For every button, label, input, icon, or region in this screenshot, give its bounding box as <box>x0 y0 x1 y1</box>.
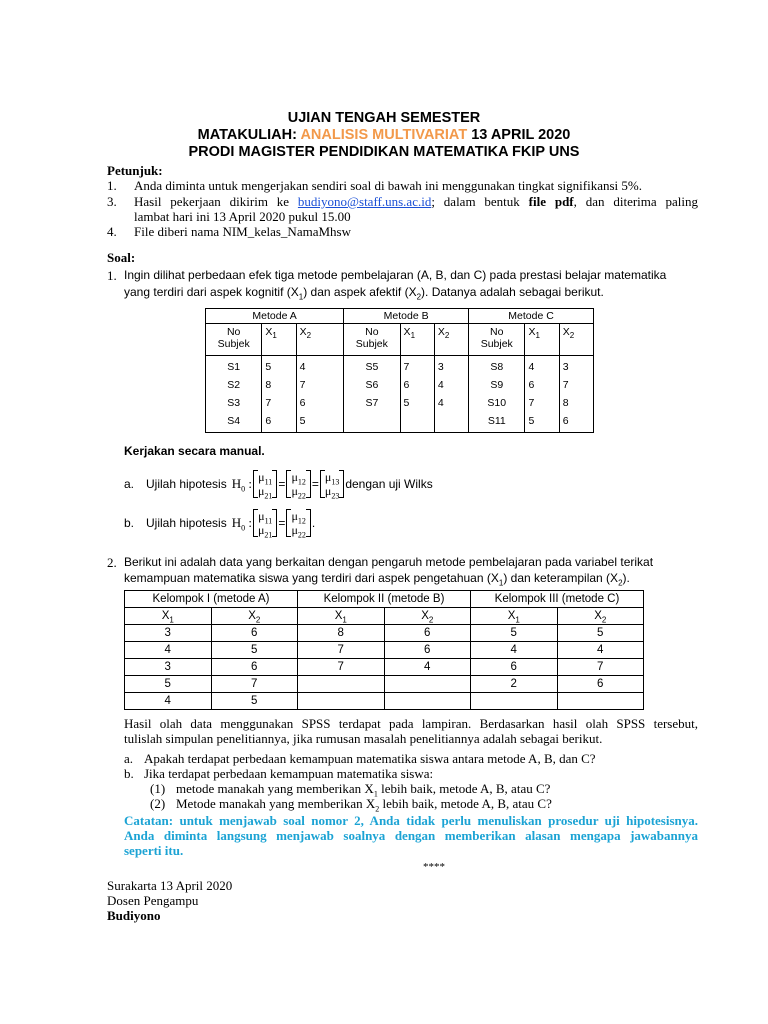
separator-stars: **** <box>423 861 445 873</box>
hypothesis-a-label: a. <box>124 477 135 491</box>
x1-col: 7 6 5 <box>400 356 434 433</box>
col-header-subject: No Subjek <box>469 324 525 356</box>
hypothesis-a <box>124 466 433 502</box>
instruction-item-3 <box>107 194 117 209</box>
h0-symbol: $H_0$ : <box>231 476 252 494</box>
q2-line2: kemampuan matematika siswa yang terdiri dari aspek pengetahuan $(X_1)$ dan keterampilan $(X_2)$. <box>124 571 630 588</box>
signature-place-date: Surakarta 13 April 2020 <box>107 878 233 893</box>
q1-line1: Ingin dilihat perbedaan efek tiga metode pembelajaran (A, B, dan C) pada prestasi belajar matematika <box>124 268 667 282</box>
table-row: 3 6 8 6 5 5 <box>125 625 644 642</box>
group-header: Kelompok I (metode A) <box>125 591 298 608</box>
col-header: $X_1$ <box>471 608 558 625</box>
q1-text <box>124 268 698 302</box>
exam-date: 13 APRIL 2020 <box>471 127 571 143</box>
table-row: 3 6 7 4 6 7 <box>125 659 644 676</box>
col-header: $X_1$ <box>125 608 212 625</box>
hypothesis-a-text: Ujilah hipotesis <box>146 477 227 491</box>
group-header: Kelompok III (metode C) <box>471 591 644 608</box>
table-row: 4 5 7 6 4 4 <box>125 642 644 659</box>
note-block <box>124 813 698 858</box>
x2-col: 4 7 6 5 <box>296 356 344 433</box>
note-line3: seperti itu. <box>124 843 184 858</box>
col-header: $X_2$ <box>557 608 644 625</box>
instruction-text: ; dalam bentuk <box>431 194 520 209</box>
subjects-col: S1 S2 S3 S4 <box>206 356 262 433</box>
instructions-heading: Petunjuk: <box>107 163 163 178</box>
course-line <box>0 127 768 143</box>
subjects-col: S5 S6 S7 <box>344 356 400 433</box>
course-name: ANALISIS MULTIVARIAT <box>300 127 468 143</box>
q2-paragraph-line2: tulislah simpulan penelitiannya, jika rumusan masalah penelitiannya adalah sebagai berikut. <box>124 731 603 746</box>
q2-paragraph <box>124 716 698 746</box>
hypothesis-b <box>124 505 315 541</box>
q1-line2: yang terdiri dari aspek kognitif $(X_1)$ dan aspek afektif $(X_2)$. Datanya adalah sebagai berikut. <box>124 285 604 302</box>
method-header: Metode A <box>206 309 344 324</box>
instruction-text-1: Anda diminta untuk mengerjakan sendiri soal di bawah ini menggunakan tingkat signifikansi 5%. <box>134 178 642 193</box>
mean-vector-3: $\mu_{13}$ $\mu_{23}$ <box>320 470 344 498</box>
q1-data-table <box>205 308 594 433</box>
item-number: 4. <box>107 224 117 239</box>
q2-question-a: a. Apakah terdapat perbedaan kemampuan matematika siswa antara metode A, B, dan C? <box>124 751 596 766</box>
instruction-text-3-line2: lambat hari ini 13 April 2020 pukul 15.00 <box>134 209 351 224</box>
mean-vector-2: $\mu_{12}$ $\mu_{22}$ <box>286 509 310 537</box>
method-header: Metode C <box>469 309 594 324</box>
q2-question-b1: (1) metode manakah yang memberikan $X_1$ lebih baik, metode A, B, atau C? <box>150 781 551 799</box>
instruction-text: , dan diterima paling <box>573 194 699 209</box>
soal-heading: Soal: <box>107 250 136 265</box>
col-header: $X_2$ <box>384 608 471 625</box>
col-header-x1: $X_1$ <box>262 324 296 356</box>
instruction-item-4 <box>107 224 117 239</box>
hypothesis-a-suffix: dengan uji Wilks <box>345 477 433 491</box>
note-line1: Catatan: untuk menjawab soal nomor 2, Anda tidak perlu menuliskan prosedur uji hipotesisnya. <box>124 813 698 828</box>
q2-question-b: b. Jika terdapat perbedaan kemampuan matematika siswa: <box>124 766 434 781</box>
col-header-subject: No Subjek <box>206 324 262 356</box>
email-link[interactable]: budiyono@staff.uns.ac.id <box>297 194 432 209</box>
col-header: $X_1$ <box>298 608 385 625</box>
mean-vector-1: $\mu_{11}$ $\mu_{21}$ <box>253 509 277 537</box>
program-line: PRODI MAGISTER PENDIDIKAN MATEMATIKA FKIP UNS <box>188 144 580 160</box>
q2-number: 2. <box>107 555 117 570</box>
x1-col: 5 8 7 6 <box>262 356 296 433</box>
manual-instruction: Kerjakan secara manual. <box>124 444 265 458</box>
signature-role: Dosen Pengampu <box>107 893 199 908</box>
exam-title: UJIAN TENGAH SEMESTER <box>287 110 481 126</box>
q1-number: 1. <box>107 268 117 283</box>
x2-col: 3 7 8 6 <box>559 356 593 433</box>
q2-data-table <box>124 590 644 710</box>
table-row: 5 7 2 6 <box>125 676 644 693</box>
col-header-x1: $X_1$ <box>525 324 559 356</box>
group-header: Kelompok II (metode B) <box>298 591 471 608</box>
item-number: 1. <box>107 178 117 193</box>
q2-line1: Berikut ini adalah data yang berkaitan dengan pengaruh metode pembelajaran pada variabel terikat <box>124 555 654 569</box>
mean-vector-1: $\mu_{11}$ $\mu_{21}$ <box>253 470 277 498</box>
hypothesis-b-suffix: . <box>311 516 316 530</box>
col-header-x2: $X_2$ <box>296 324 344 356</box>
x2-col: 3 4 4 <box>434 356 468 433</box>
col-header-x1: $X_1$ <box>400 324 434 356</box>
x1-col: 4 6 7 5 <box>525 356 559 433</box>
course-prefix: MATAKULIAH: <box>197 127 297 143</box>
note-line2: Anda diminta langsung menjawab soalnya dengan memberikan alasan mengapa jawabannya <box>124 828 698 843</box>
equals-sign: = <box>278 516 286 530</box>
method-header: Metode B <box>344 309 469 324</box>
col-header-x2: $X_2$ <box>559 324 593 356</box>
col-header: $X_2$ <box>211 608 298 625</box>
hypothesis-b-text: Ujilah hipotesis <box>146 516 227 530</box>
hypothesis-b-label: b. <box>124 516 135 530</box>
equals-sign: = <box>278 477 286 491</box>
item-number: 3. <box>107 194 117 209</box>
instruction-text-4: File diberi nama NIM_kelas_NamaMhsw <box>134 224 351 239</box>
subjects-col: S8 S9 S10 S11 <box>469 356 525 433</box>
q2-text <box>124 555 698 588</box>
mean-vector-2: $\mu_{12}$ $\mu_{22}$ <box>286 470 310 498</box>
col-header-x2: $X_2$ <box>434 324 468 356</box>
table-row: 4 5 <box>125 693 644 710</box>
signature-name: Budiyono <box>107 908 161 923</box>
file-format: file pdf <box>528 194 574 209</box>
instruction-item-1 <box>107 178 117 193</box>
col-header-subject: No Subjek <box>344 324 400 356</box>
q2-paragraph-line1: Hasil olah data menggunakan SPSS terdapat pada lampiran. Berdasarkan hasil olah SPSS tersebut, <box>124 716 698 731</box>
instruction-text: Hasil pekerjaan dikirim ke <box>134 194 290 209</box>
q2-question-b2: (2) Metode manakah yang memberikan $X_2$ lebih baik, metode A, B, atau C? <box>150 796 552 814</box>
h0-symbol: $H_0$ : <box>231 515 252 533</box>
instruction-text-3 <box>134 194 698 209</box>
equals-sign: = <box>311 477 319 491</box>
